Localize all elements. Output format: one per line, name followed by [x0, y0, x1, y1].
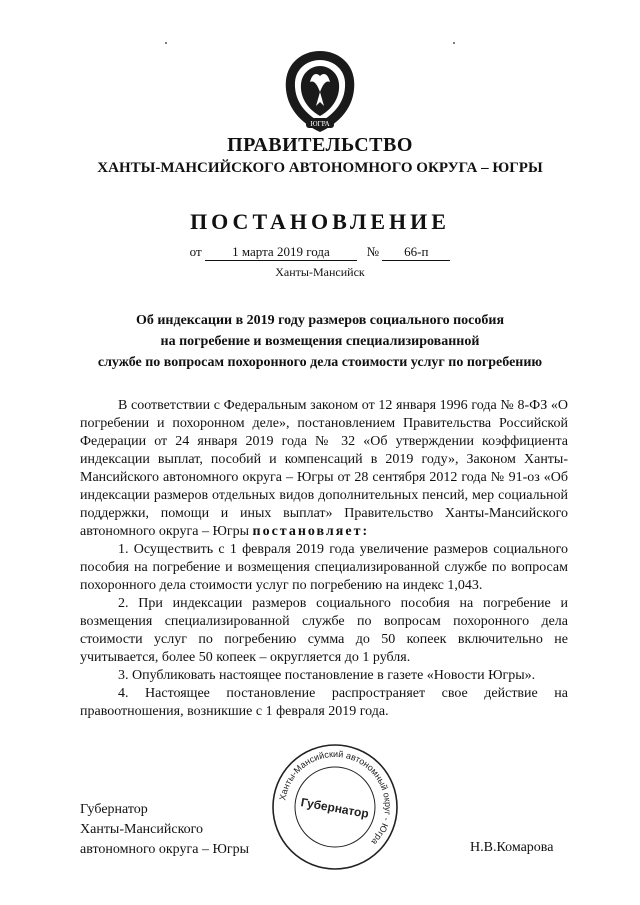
- emblem-label: ЮГРА: [310, 120, 330, 128]
- scan-speck: [165, 42, 167, 44]
- decree-number: 66-п: [382, 244, 450, 261]
- region-heading: ХАНТЫ-МАНСИЙСКОГО АВТОНОМНОГО ОКРУГА – ЮГРЫ: [97, 160, 543, 176]
- paragraph-4: 4. Настоящее постановление распространяет свое действие на правоотношения, возникшие с 1 февраля 2019 года.: [80, 686, 568, 719]
- decree-title: [0, 310, 640, 373]
- official-stamp: [270, 742, 400, 872]
- signatory-title: Губернатор Ханты-Мансийского автономного округа – Югры: [80, 802, 249, 857]
- stamp-center-text: Губернатор: [299, 795, 370, 821]
- number-prefix: №: [366, 244, 380, 259]
- title-line: службе по вопросам похоронного дела стоимости услуг по погребению: [97, 355, 543, 370]
- decree-body: [80, 397, 568, 721]
- paragraph-3: 3. Опубликовать настоящее постановление в газете «Новости Югры».: [118, 668, 536, 683]
- resolves-keyword: постановляет:: [252, 524, 370, 539]
- paragraph-2: 2. При индексации размеров социального пособия на погребение и возмещения специализированной службе по вопросам похоронного дела стоимости услуг по погребению сумма до 50 копеек включительно не учитывается, более 50 копеек – округляется до 1 рубля.: [80, 596, 568, 665]
- decree-date: 1 марта 2019 года: [205, 244, 357, 261]
- coat-of-arms-emblem: [282, 48, 358, 136]
- title-line: Об индексации в 2019 году размеров социального пособия: [135, 313, 505, 328]
- svg-text:Ханты-Мансийский автономный ок: [277, 749, 393, 847]
- paragraph-1: 1. Осуществить с 1 февраля 2019 года увеличение размеров социального пособия на погребение и возмещения специализированной службе по вопросам похоронного дела стоимости услуг по погребению на индекс 1,043.: [80, 542, 568, 593]
- decree-date-line: [0, 244, 640, 261]
- stamp-ring-text: Ханты-Мансийский автономный округ - Югра: [277, 748, 394, 847]
- signatory-name: Н.В.Комарова: [470, 840, 554, 855]
- city: Ханты-Мансийск: [275, 265, 365, 279]
- paragraph-preamble: В соответствии с Федеральным законом от 12 января 1996 года № 8-ФЗ «О погребении и похоронном деле», постановлением Правительства Российской Федерации от 24 января 2019 года № 32 «Об утверждении коэффициента индексации выплат, пособий и компенсаций в 2019 году», Законом Ханты-Мансийского автономного округа – Югры от 28 сентября 2012 года № 91-оз «Об индексации размеров отдельных видов дополнительных пенсий, мер социальной поддержки, помощи и иных выплат» Правительство Ханты-Мансийского автономного округа – Югры постановляет:: [80, 398, 568, 539]
- document-type: ПОСТАНОВЛЕНИЕ: [190, 209, 450, 234]
- title-line: на погребение и возмещения специализированной: [160, 334, 480, 349]
- government-heading: ПРАВИТЕЛЬСТВО: [227, 134, 413, 156]
- date-prefix: от: [189, 244, 202, 259]
- scan-speck: [453, 42, 455, 44]
